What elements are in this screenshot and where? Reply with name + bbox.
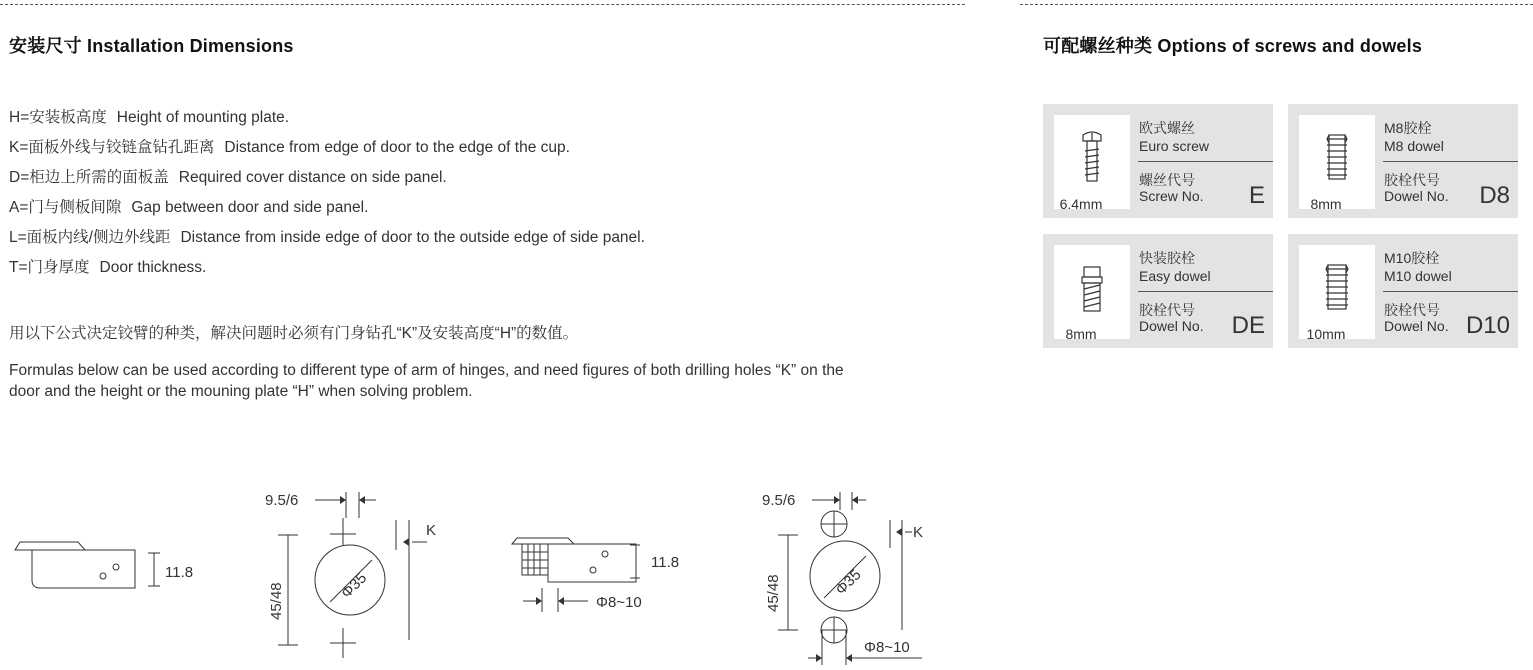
size-label: 8mm	[1065, 326, 1097, 342]
top-dashed-divider-left	[0, 4, 965, 5]
code-label-en: Dowel No.	[1139, 318, 1204, 334]
definition-item: D=柜边上所需的面板盖 Required cover distance on side panel.	[9, 169, 447, 186]
installation-dimensions-title: 安装尺寸 Installation Dimensions	[9, 36, 294, 56]
item-name-cn: 欧式螺丝	[1139, 120, 1195, 136]
installation-drawings	[0, 480, 960, 670]
diameter-label: Φ35	[832, 566, 865, 599]
card-easy-dowel	[1043, 234, 1273, 348]
card-divider	[1383, 161, 1518, 162]
card-m8-dowel	[1288, 104, 1518, 218]
euro-screw-icon	[1054, 115, 1130, 209]
definition-item: A=门与侧板间隙 Gap between door and side panel.	[9, 199, 369, 216]
definition-item: K=面板外线与铰链盒钻孔距离 Distance from edge of door to the edge of the cup.	[9, 139, 570, 156]
item-code: E	[1248, 182, 1265, 209]
definition-list	[9, 103, 645, 283]
size-label: 8mm	[1310, 196, 1342, 212]
code-label-cn: 胶栓代号	[1139, 302, 1195, 318]
size-label: 6.4mm	[1059, 196, 1103, 212]
dowel-icon	[1299, 245, 1375, 339]
dimension-label: 11.8	[651, 554, 680, 571]
dimension-label: 45/48	[765, 574, 782, 612]
dimension-label: K	[426, 522, 437, 539]
screw-options-title: 可配螺丝种类 Options of screws and dowels	[1043, 36, 1423, 56]
hinge-arm-side-drawing	[15, 542, 193, 588]
dimension-label: 9.5/6	[762, 492, 796, 509]
dimension-label: K	[913, 524, 924, 541]
card-divider	[1138, 291, 1273, 292]
dimension-label: 9.5/6	[265, 492, 299, 509]
dowel-icon	[1299, 115, 1375, 209]
item-code: D8	[1479, 182, 1510, 209]
definition-item: L=面板内线/侧边外线距 Distance from inside edge of door to the outside edge of side panel.	[9, 229, 645, 246]
item-name-en: M8 dowel	[1384, 138, 1444, 154]
item-name-en: Easy dowel	[1139, 268, 1211, 284]
item-code: D10	[1465, 312, 1510, 339]
code-label-en: Dowel No.	[1384, 318, 1449, 334]
top-dashed-divider-right	[1020, 4, 1533, 5]
card-m10-dowel	[1288, 234, 1518, 348]
definition-item: H=安装板高度 Height of mounting plate.	[9, 109, 290, 126]
item-name-cn: M8胶栓	[1384, 120, 1432, 136]
code-label-cn: 胶栓代号	[1384, 302, 1440, 318]
code-label-en: Screw No.	[1139, 188, 1204, 204]
formula-note-english: Formulas below can be used according to different type of arm of hinges, and need figures of both drilling holes “K” on the door and the height or the mouning plate “H” when solving problem.	[9, 362, 844, 400]
dimension-label: 11.8	[165, 564, 194, 581]
card-euro-screw	[1043, 104, 1273, 218]
item-name-en: Euro screw	[1139, 138, 1210, 154]
card-divider	[1138, 161, 1273, 162]
code-label-cn: 螺丝代号	[1139, 172, 1195, 188]
dimension-label: Φ8~10	[864, 639, 910, 656]
diameter-label: Φ35	[337, 569, 371, 602]
dimension-label: 45/48	[268, 582, 285, 620]
definition-item: T=门身厚度 Door thickness.	[9, 259, 207, 276]
dimension-label: Φ8~10	[596, 594, 642, 611]
item-name-en: M10 dowel	[1384, 268, 1452, 284]
dowel-top-view-drawing	[762, 492, 923, 665]
size-label: 10mm	[1306, 326, 1346, 342]
code-label-cn: 胶栓代号	[1384, 172, 1440, 188]
item-name-cn: M10胶栓	[1384, 250, 1440, 266]
formula-note-chinese: 用以下公式决定铰臂的种类，解决问题时必须有门身钻孔“K”及安装高度“H”的数值。	[9, 325, 579, 342]
easy-dowel-icon	[1054, 245, 1130, 339]
card-divider	[1383, 291, 1518, 292]
item-name-cn: 快装胶栓	[1139, 250, 1195, 266]
code-label-en: Dowel No.	[1384, 188, 1449, 204]
item-code: DE	[1231, 312, 1265, 339]
cup-top-view-drawing	[265, 492, 436, 658]
dowel-arm-side-drawing	[512, 538, 679, 612]
